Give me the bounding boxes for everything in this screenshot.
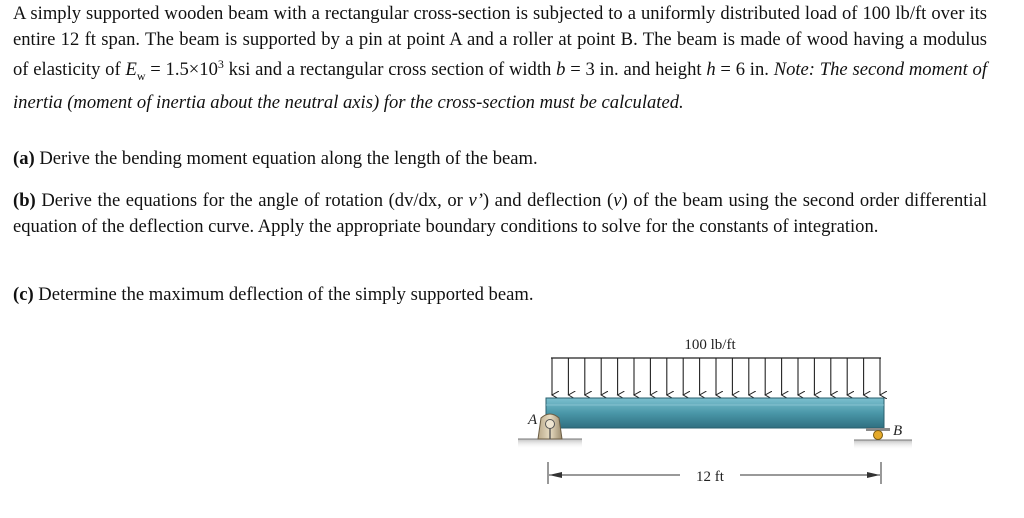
e-exponent: 3 [217, 57, 224, 72]
h-symbol: h [706, 59, 716, 81]
v-prime-symbol: v’ [468, 190, 483, 211]
pin-icon [546, 420, 555, 429]
roller-icon [874, 431, 883, 440]
span-label: 12 ft [696, 469, 724, 485]
e-value: = 1.5×10 [145, 59, 218, 81]
load-arrows [552, 358, 880, 395]
v-symbol: v [613, 190, 622, 211]
point-a-label: A [528, 412, 538, 428]
intro-text-1: A simply supported wooden beam with a rectangular cross-section is subjected to a uniformly distributed load of 100 lb/ft over its entire 12 ft span. The beam is supported by a pin at point A and a roller at point B. The beam is made of wood having a modulus of elasticity of [13, 3, 987, 81]
part-b-text-2: ) and deflection ( [482, 190, 614, 211]
part-a-text: Derive the bending moment equation along the length of the beam. [34, 148, 538, 169]
note-text: Note: The second moment of inertia (moment of inertia about the neutral axis) for the cross-section must be calculated. [13, 59, 987, 113]
part-a-label: (a) [13, 148, 35, 169]
ground-a [518, 439, 582, 449]
intro-text-4: = 6 in. [715, 59, 774, 81]
beam [546, 398, 884, 428]
part-c-text: Determine the maximum deflection of the simply supported beam. [33, 284, 534, 305]
intro-text-3: = 3 in. and height [565, 59, 707, 81]
dim-arrow-left [549, 472, 562, 478]
intro-text-2: ksi and a rectangular cross section of width [223, 59, 557, 81]
part-c-label: (c) [13, 284, 34, 305]
dim-arrow-right [867, 472, 880, 478]
e-symbol: E [125, 59, 137, 81]
e-subscript: w [136, 69, 146, 84]
part-b-text-3: ) of the beam using the second order differential equation of the deflection curve. Apply the appropriate boundary conditions to solve for the constants of integration. [13, 190, 987, 237]
part-b-text-1: Derive the equations for the angle of rotation (dv/dx, or [35, 190, 469, 211]
roller-support-b [854, 428, 912, 450]
point-b-label: B [893, 423, 903, 439]
load-label: 100 lb/ft [684, 337, 736, 353]
ground-b [854, 440, 912, 450]
part-b-label: (b) [13, 190, 36, 211]
b-symbol: b [556, 59, 566, 81]
